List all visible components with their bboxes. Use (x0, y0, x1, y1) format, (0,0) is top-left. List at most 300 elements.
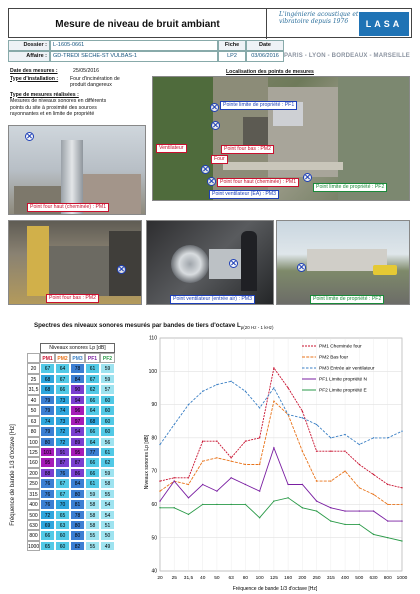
data-point (316, 500, 317, 501)
frequency-cell: 63 (27, 416, 40, 426)
level-cell: 65 (40, 541, 55, 551)
levels-table-header: Niveaux sonores Lp [dB] (40, 343, 115, 353)
data-point (344, 450, 345, 451)
column-header-pm1: PM1 (40, 353, 55, 363)
data-point (159, 507, 160, 508)
x-tick-label: 250 (312, 576, 321, 581)
level-cell: 73 (55, 416, 70, 426)
data-point (344, 510, 345, 511)
x-tick-label: 160 (284, 576, 293, 581)
table-row (27, 405, 115, 415)
frequency-axis-label: Fréquence de bande 1/3 d'octave [Hz] (10, 424, 17, 526)
column-header-pm3: PM3 (70, 353, 85, 363)
table-row (27, 510, 115, 520)
photo-pf2-label: Point limite de propriété : PF2 (310, 295, 384, 304)
y-tick-label: 90 (151, 402, 157, 409)
table-row (27, 499, 115, 509)
map-label-ventilateur: Ventilateur (156, 144, 187, 153)
photo-pm2 (8, 220, 142, 305)
level-cell: 62 (100, 457, 115, 467)
corner-cell (27, 353, 40, 363)
level-cell: 54 (100, 499, 115, 509)
level-cell: 89 (70, 437, 85, 447)
level-cell: 94 (70, 426, 85, 436)
level-cell: 56 (100, 437, 115, 447)
data-point (230, 457, 231, 458)
data-point (174, 477, 175, 478)
level-cell: 67 (55, 489, 70, 499)
data-point (259, 464, 260, 465)
level-cell: 88 (40, 468, 55, 478)
level-cell: 60 (100, 426, 115, 436)
type-mesures-line3: rayonnantes et en limite de propriété (10, 111, 95, 117)
level-cell: 66 (85, 426, 100, 436)
level-cell: 74 (55, 405, 70, 415)
data-point (287, 484, 288, 485)
level-cell: 101 (40, 447, 55, 457)
level-cell: 77 (85, 447, 100, 457)
data-point (273, 500, 274, 501)
data-point (174, 424, 175, 425)
data-point (230, 504, 231, 505)
level-cell: 54 (100, 510, 115, 520)
map-label-pf1: Pointe limite de propriété : PF1 (220, 101, 297, 110)
photo-pm2-label: Point four bas : PM2 (46, 294, 99, 303)
measure-info (10, 68, 150, 118)
table-row (27, 447, 115, 457)
frequency-cell: 160 (27, 457, 40, 467)
fiche-value: LP2 (218, 51, 246, 62)
level-cell: 67 (40, 363, 55, 373)
marker-pm3-icon (207, 177, 216, 186)
y-tick-label: 100 (148, 368, 157, 375)
fiche-label: Fiche (218, 40, 246, 51)
marker-ventilateur-icon (201, 165, 210, 174)
level-cell: 60 (100, 416, 115, 426)
frequency-cell: 31,5 (27, 384, 40, 394)
level-cell: 55 (100, 489, 115, 499)
level-cell: 82 (70, 541, 85, 551)
table-row (27, 437, 115, 447)
x-tick-label: 100 (255, 576, 264, 581)
level-cell: 87 (70, 457, 85, 467)
table-row (27, 384, 115, 394)
chart-x-axis-label: Fréquence de bande 1/3 d'octave [Hz] (232, 586, 318, 592)
level-cell: 76 (55, 468, 70, 478)
frequency-cell: 40 (27, 395, 40, 405)
affaire-value: GD-TREDI SECHE-ST VULBAS-1 (50, 51, 218, 62)
level-cell: 90 (70, 384, 85, 394)
frequency-cell: 1000 (27, 541, 40, 551)
x-tick-label: 800 (383, 576, 392, 581)
data-point (387, 504, 388, 505)
data-point (188, 404, 189, 405)
data-point (302, 417, 303, 418)
level-cell: 59 (100, 363, 115, 373)
photo-pf2 (276, 220, 410, 305)
level-cell: 84 (70, 478, 85, 488)
level-cell: 68 (40, 374, 55, 384)
legend-label: PM2 Bas four (319, 355, 349, 361)
level-cell: 58 (85, 520, 100, 530)
data-point (245, 391, 246, 392)
data-point (188, 514, 189, 515)
data-point (273, 447, 274, 448)
data-point (188, 484, 189, 485)
level-cell: 60 (55, 530, 70, 540)
level-cell: 97 (70, 416, 85, 426)
lasa-logo: LASA (359, 12, 409, 36)
level-cell: 76 (40, 489, 55, 499)
page-title: Mesure de niveau de bruit ambiant (9, 9, 267, 39)
map-label-pm1: Point four haut (cheminée) : PM1 (217, 178, 299, 187)
data-point (159, 480, 160, 481)
data-point (202, 391, 203, 392)
y-tick-label: 70 (151, 468, 157, 475)
x-tick-label: 50 (214, 576, 220, 581)
data-point (259, 407, 260, 408)
level-cell: 64 (85, 437, 100, 447)
level-cell: 72 (55, 437, 70, 447)
level-cell: 58 (85, 499, 100, 509)
affaire-label: Affaire : (8, 51, 50, 62)
data-point (401, 520, 402, 521)
header (8, 8, 412, 38)
level-cell: 78 (70, 510, 85, 520)
photo-pm1 (8, 125, 146, 215)
level-cell: 65 (55, 510, 70, 520)
data-point (245, 440, 246, 441)
frequency-cell: 200 (27, 468, 40, 478)
level-cell: 80 (70, 520, 85, 530)
aerial-map-image (152, 76, 410, 201)
column-header-pf1: PF1 (85, 353, 100, 363)
date-mesures-label: Date des mesures : (10, 68, 58, 74)
data-point (401, 504, 402, 505)
data-point (259, 490, 260, 491)
data-point (287, 497, 288, 498)
data-point (216, 440, 217, 441)
level-cell: 78 (70, 363, 85, 373)
data-point (330, 507, 331, 508)
data-point (216, 384, 217, 385)
level-cell: 66 (85, 468, 100, 478)
level-cell: 60 (100, 405, 115, 415)
frequency-cell: 100 (27, 437, 40, 447)
level-cell: 79 (40, 426, 55, 436)
data-point (230, 381, 231, 382)
map-title: Localisation des points de mesures (226, 69, 314, 75)
frequency-cell: 400 (27, 499, 40, 509)
data-point (316, 450, 317, 451)
data-point (273, 401, 274, 402)
level-cell: 81 (70, 499, 85, 509)
level-cell: 87 (55, 457, 70, 467)
data-point (330, 437, 331, 438)
x-tick-label: 400 (341, 576, 350, 581)
frequency-cell: 80 (27, 426, 40, 436)
frequency-cell: 630 (27, 520, 40, 530)
x-tick-label: 630 (369, 576, 378, 581)
photo-pf2-marker-icon (297, 263, 306, 272)
data-point (159, 500, 160, 501)
table-row (27, 478, 115, 488)
data-point (287, 414, 288, 415)
level-cell: 69 (40, 520, 55, 530)
level-cell: 80 (70, 489, 85, 499)
table-row (27, 520, 115, 530)
data-point (316, 510, 317, 511)
x-tick-label: 125 (269, 576, 278, 581)
data-point (287, 387, 288, 388)
x-tick-label: 80 (242, 576, 249, 581)
level-cell: 61 (85, 363, 100, 373)
data-point (330, 450, 331, 451)
legend-label: PM3 Entrée air ventilateur (319, 366, 375, 372)
data-point (316, 424, 317, 425)
level-cell: 76 (40, 478, 55, 488)
level-cell: 94 (70, 395, 85, 405)
data-point (373, 494, 374, 495)
y-tick-label: 50 (151, 535, 157, 542)
level-cell: 55 (85, 530, 100, 540)
y-tick-label: 80 (151, 435, 157, 442)
data-point (359, 444, 360, 445)
data-point (216, 457, 217, 458)
plot-area (160, 338, 402, 571)
data-point (202, 504, 203, 505)
level-cell: 63 (55, 520, 70, 530)
level-cell: 49 (100, 541, 115, 551)
data-point (188, 497, 189, 498)
data-point (259, 437, 260, 438)
data-point (330, 480, 331, 481)
data-point (273, 387, 274, 388)
data-point (230, 460, 231, 461)
data-point (344, 434, 345, 435)
data-point (344, 524, 345, 525)
x-tick-label: 200 (298, 576, 307, 581)
level-cell: 67 (55, 478, 70, 488)
marker-pf1-icon (210, 103, 219, 112)
tagline: L'ingénierie acoustique et vibratoire depuis 1976 (279, 11, 359, 25)
level-cell: 67 (85, 374, 100, 384)
data-point (174, 507, 175, 508)
type-installation-label: Type d'installation : (10, 75, 59, 82)
frequency-cell: 250 (27, 478, 40, 488)
frequency-cell: 20 (27, 363, 40, 373)
data-point (359, 487, 360, 488)
date-value: 03/06/2016 (246, 51, 284, 62)
spectrum-title: Spectres des niveaux sonores mesurés par bandes de tiers d'octave $L_{p(20 Hz - 1 kHz)}$ (34, 322, 274, 331)
level-cell: 91 (55, 447, 70, 457)
spectrum-chart (140, 332, 410, 594)
data-point (359, 464, 360, 465)
level-cell: 96 (70, 405, 85, 415)
photo-pm3-marker-icon (229, 259, 238, 268)
level-cell: 50 (100, 530, 115, 540)
data-point (174, 480, 175, 481)
data-point (159, 490, 160, 491)
level-cell: 80 (70, 530, 85, 540)
level-cell: 61 (85, 478, 100, 488)
level-cell: 57 (100, 384, 115, 394)
photo-pm2-marker-icon (117, 265, 126, 274)
table-row (27, 363, 115, 373)
type-mesures-label: Type de mesures réalisées : (10, 91, 79, 98)
level-cell: 62 (85, 384, 100, 394)
photo-pm1-label: Point four haut (cheminée) : PM1 (27, 203, 109, 212)
dossier-value: L-1605-0661 (50, 40, 218, 51)
level-cell: 66 (85, 395, 100, 405)
chart-y-axis-label: Niveaux sonores Lp [dB] (144, 434, 150, 490)
data-point (245, 484, 246, 485)
table-row (27, 530, 115, 540)
photo-pm1-marker-icon (25, 132, 34, 141)
data-point (216, 504, 217, 505)
level-cell: 79 (40, 405, 55, 415)
data-point (202, 460, 203, 461)
table-row (27, 426, 115, 436)
photo-pm3-label: Point ventilateur (entrée air) : PM3 (170, 295, 255, 304)
level-cell: 58 (85, 510, 100, 520)
data-point (273, 367, 274, 368)
data-point (302, 507, 303, 508)
frequency-cell: 50 (27, 405, 40, 415)
x-tick-label: 40 (200, 576, 206, 581)
data-point (373, 474, 374, 475)
type-mesures-line1: Mesures de niveaux sonores en différents (10, 98, 107, 104)
data-point (159, 444, 160, 445)
frequency-cell: 500 (27, 510, 40, 520)
frequency-cell: 125 (27, 447, 40, 457)
data-point (373, 534, 374, 535)
legend-label: PM1 Cheminée four (319, 344, 362, 350)
level-cell: 64 (85, 405, 100, 415)
table-row (27, 457, 115, 467)
dossier-label: Dossier : (8, 40, 50, 51)
y-tick-label: 110 (149, 335, 157, 342)
level-cell: 86 (70, 468, 85, 478)
date-label: Date (246, 40, 284, 51)
frequency-cell: 800 (27, 530, 40, 540)
marker-icon (211, 121, 220, 130)
legend-label: PF1 Limite propriété N (319, 377, 367, 383)
table-row (27, 374, 115, 384)
type-installation-line2: produit dangereux (70, 82, 112, 88)
x-tick-label: 20 (157, 576, 163, 581)
photo-pm3 (146, 220, 274, 305)
data-point (401, 540, 402, 541)
map-label-pm3: Point ventilateur (EA) : PM3 (209, 190, 279, 199)
data-point (387, 484, 388, 485)
data-point (259, 517, 260, 518)
data-point (216, 490, 217, 491)
legend-label: PF2 Limite propriété E (319, 388, 367, 394)
x-tick-label: 315 (326, 576, 335, 581)
data-point (387, 520, 388, 521)
type-installation-line1: Four d'incinération de (70, 75, 120, 82)
table-row (27, 416, 115, 426)
column-header-pf2: PF2 (100, 353, 115, 363)
data-point (344, 470, 345, 471)
data-point (373, 437, 374, 438)
level-cell: 72 (55, 426, 70, 436)
table-row (27, 468, 115, 478)
level-cell: 66 (40, 530, 55, 540)
data-point (373, 510, 374, 511)
data-point (245, 464, 246, 465)
level-cell: 55 (85, 541, 100, 551)
date-mesures-value: 25/05/2016 (73, 68, 99, 74)
map-label-pf2: Point limite de propriété : PF2 (313, 183, 387, 192)
x-tick-label: 31,5 (183, 576, 194, 581)
level-cell: 66 (85, 457, 100, 467)
level-cell: 68 (85, 416, 100, 426)
level-cell: 58 (100, 478, 115, 488)
level-cell: 84 (70, 374, 85, 384)
level-cell: 95 (70, 447, 85, 457)
table-row (27, 395, 115, 405)
data-point (387, 437, 388, 438)
data-point (188, 477, 189, 478)
map-label-pm2: Point four bas : PM2 (221, 145, 274, 154)
data-point (330, 520, 331, 521)
levels-table-columns (27, 353, 115, 363)
x-tick-label: 63 (228, 576, 234, 581)
y-tick-label: 60 (151, 502, 157, 509)
level-cell: 60 (100, 395, 115, 405)
x-tick-label: 500 (355, 576, 364, 581)
column-header-pm2: PM2 (55, 353, 70, 363)
level-cell: 95 (40, 457, 55, 467)
data-point (387, 537, 388, 538)
levels-table (27, 343, 115, 551)
level-cell: 66 (55, 384, 70, 394)
frequency-cell: 315 (27, 489, 40, 499)
data-point (401, 431, 402, 432)
level-cell: 64 (55, 363, 70, 373)
data-point (302, 411, 303, 412)
data-point (302, 484, 303, 485)
table-row (27, 489, 115, 499)
data-point (202, 484, 203, 485)
data-point (202, 440, 203, 441)
data-point (359, 524, 360, 525)
level-cell: 59 (100, 468, 115, 478)
level-cell: 73 (55, 395, 70, 405)
type-mesures-line2: points du site à proximité des sources (10, 104, 97, 111)
data-point (230, 477, 231, 478)
cities-banner: PARIS - LYON - BORDEAUX - MARSEILLE (284, 53, 411, 59)
marker-pf2-icon (303, 173, 312, 182)
level-cell: 72 (40, 510, 55, 520)
table-row (27, 541, 115, 551)
level-cell: 59 (85, 489, 100, 499)
map-label-four: Four (211, 155, 228, 164)
level-cell: 60 (55, 541, 70, 551)
level-cell: 76 (40, 499, 55, 509)
x-tick-label: 25 (171, 576, 177, 581)
y-tick-label: 40 (151, 568, 157, 575)
x-tick-label: 1000 (396, 576, 408, 581)
data-point (316, 480, 317, 481)
data-point (245, 504, 246, 505)
level-cell: 51 (100, 520, 115, 530)
level-cell: 80 (40, 437, 55, 447)
level-cell: 67 (55, 374, 70, 384)
frequency-cell: 25 (27, 374, 40, 384)
